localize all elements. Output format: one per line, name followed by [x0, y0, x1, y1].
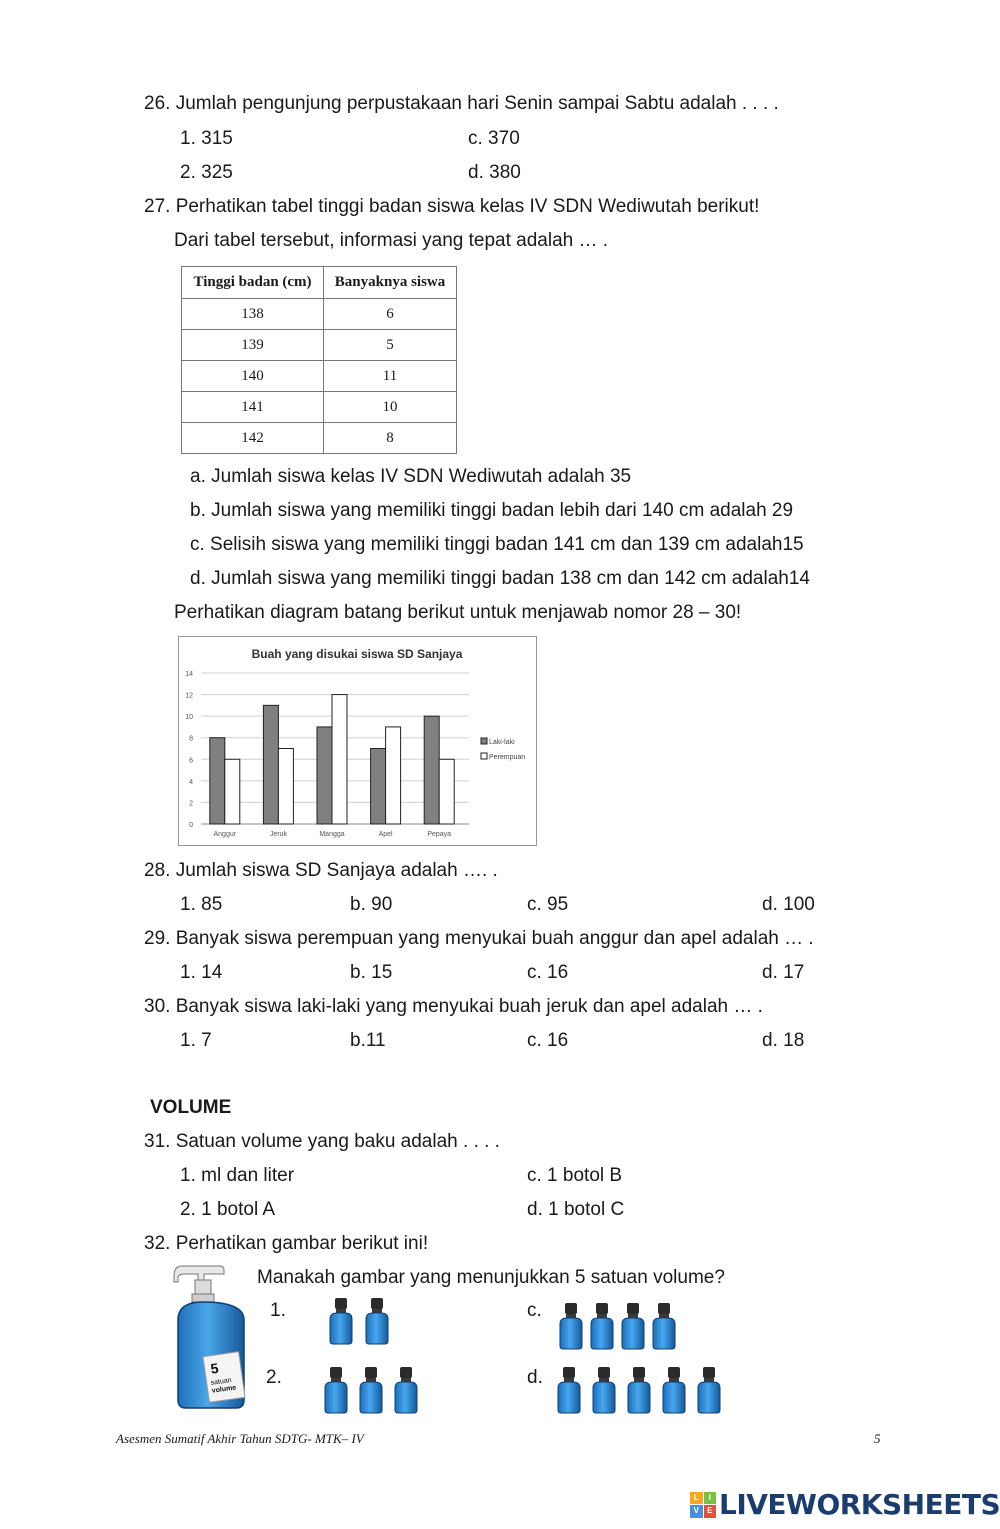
answer-option[interactable]: 1. ml dan liter [180, 1165, 295, 1186]
small-bottle-icon [558, 1302, 584, 1356]
bottle-label-unit: satuan [210, 1377, 233, 1387]
answer-option[interactable]: b. 15 [350, 962, 393, 983]
y-tick-label: 6 [189, 757, 193, 765]
bar-laki-laki-apel [371, 749, 386, 825]
bar-laki-laki-anggur [210, 738, 225, 824]
small-bottle-icon [696, 1366, 722, 1420]
y-tick-label: 14 [185, 671, 193, 678]
bar-chart [178, 636, 537, 846]
answer-option[interactable]: 1. 7 [180, 1030, 212, 1051]
bar-perempuan-pepaya [439, 759, 454, 824]
bar-perempuan-jeruk [278, 749, 293, 825]
image-option-label[interactable]: 2. [266, 1367, 282, 1388]
answer-option[interactable]: d. Jumlah siswa yang memiliki tinggi badan 138 cm dan 142 cm adalah14 [190, 568, 810, 589]
answer-option[interactable]: c. Selisih siswa yang memiliki tinggi badan 141 cm dan 139 cm adalah15 [190, 534, 804, 555]
small-bottle-icon [591, 1366, 617, 1420]
bottle-group-option-c[interactable] [558, 1302, 677, 1356]
section-heading-volume: VOLUME [150, 1097, 232, 1118]
brand-name: LIVEWORKSHEETS [719, 1488, 1000, 1521]
answer-option[interactable]: 1. 85 [180, 894, 223, 915]
chart-intro: Perhatikan diagram batang berikut untuk menjawab nomor 28 – 30! [174, 602, 742, 623]
question-26: 26. Jumlah pengunjung perpustakaan hari Senin sampai Sabtu adalah . . . . [144, 93, 779, 114]
question-32-prompt: Manakah gambar yang menunjukkan 5 satuan volume? [257, 1267, 725, 1288]
question-29: 29. Banyak siswa perempuan yang menyukai buah anggur dan apel adalah … . [144, 928, 814, 949]
answer-option[interactable]: d. 100 [762, 894, 815, 915]
question-28: 28. Jumlah siswa SD Sanjaya adalah …. . [144, 860, 498, 881]
table-row [182, 361, 457, 392]
logo-letter: I [704, 1492, 717, 1505]
liveworksheets-logo-icon [690, 1492, 716, 1518]
table-header-row [182, 267, 457, 299]
logo-letter: E [704, 1505, 717, 1518]
question-31: 31. Satuan volume yang baku adalah . . . . [144, 1131, 500, 1152]
answer-option[interactable]: d. 18 [762, 1030, 805, 1051]
x-tick-label: Jeruk [269, 831, 287, 838]
table-row [182, 330, 457, 361]
bottle-group-option-2[interactable] [323, 1366, 419, 1420]
small-bottle-icon [661, 1366, 687, 1420]
table-cell: 11 [324, 361, 457, 392]
answer-option[interactable]: 2. 1 botol A [180, 1199, 276, 1220]
table-cell: 6 [324, 299, 457, 330]
question-27: 27. Perhatikan tabel tinggi badan siswa kelas IV SDN Wediwutah berikut! [144, 196, 760, 217]
table-header: Tinggi badan (cm) [182, 267, 324, 299]
answer-option[interactable]: c. 95 [527, 894, 569, 915]
logo-letter: V [690, 1505, 703, 1518]
x-tick-label: Anggur [213, 831, 237, 838]
legend-label: Laki-laki [489, 739, 515, 746]
legend-swatch [481, 753, 487, 759]
x-tick-label: Mangga [319, 831, 345, 838]
table-row [182, 392, 457, 423]
chart-title: Buah yang disukai siswa SD Sanjaya [251, 647, 463, 661]
image-option-label[interactable]: 1. [270, 1300, 286, 1321]
question-30: 30. Banyak siswa laki-laki yang menyukai buah jeruk dan apel adalah … . [144, 996, 763, 1017]
answer-option[interactable]: c. 1 botol B [527, 1165, 623, 1186]
legend-swatch [481, 738, 487, 744]
bar-laki-laki-mangga [317, 727, 332, 824]
image-option-label[interactable]: d. [527, 1367, 543, 1388]
bar-perempuan-anggur [225, 759, 240, 824]
table-cell: 8 [324, 423, 457, 454]
bottle-group-option-d[interactable] [556, 1366, 722, 1420]
answer-option[interactable]: d. 17 [762, 962, 805, 983]
y-tick-label: 10 [185, 714, 193, 722]
bar-chart-svg [179, 637, 536, 845]
bottle-label-unit: volume [211, 1384, 237, 1395]
small-bottle-icon [620, 1302, 646, 1356]
table-header: Banyaknya siswa [324, 267, 457, 299]
answer-option[interactable]: 1. 14 [180, 962, 223, 983]
table-cell: 138 [182, 299, 324, 330]
answer-option[interactable]: d. 380 [468, 162, 521, 183]
question-32: 32. Perhatikan gambar berikut ini! [144, 1233, 429, 1254]
image-option-label[interactable]: c. [527, 1300, 542, 1321]
bar-laki-laki-jeruk [263, 705, 278, 824]
answer-option[interactable]: b. 90 [350, 894, 393, 915]
bottle-label-number: 5 [209, 1359, 220, 1377]
pump-bottle-image [170, 1262, 252, 1412]
answer-option[interactable]: d. 1 botol C [527, 1199, 625, 1220]
answer-option[interactable]: c. 370 [468, 128, 520, 149]
answer-option[interactable]: b.11 [350, 1030, 386, 1051]
footer-text: Asesmen Sumatif Akhir Tahun SDTG- MTK– IV [116, 1431, 364, 1446]
answer-option[interactable]: b. Jumlah siswa yang memiliki tinggi badan lebih dari 140 cm adalah 29 [190, 500, 794, 521]
small-bottle-icon [328, 1297, 354, 1351]
question-27-prompt: Dari tabel tersebut, informasi yang tepat adalah … . [174, 230, 609, 251]
bar-perempuan-mangga [332, 695, 347, 824]
bottle-group-option-1[interactable] [328, 1297, 390, 1351]
table-cell: 10 [324, 392, 457, 423]
small-bottle-icon [589, 1302, 615, 1356]
liveworksheets-brand[interactable] [690, 1488, 1000, 1521]
table-cell: 5 [324, 330, 457, 361]
small-bottle-icon [358, 1366, 384, 1420]
x-tick-label: Pepaya [427, 831, 452, 838]
y-tick-label: 12 [185, 692, 193, 700]
small-bottle-icon [626, 1366, 652, 1420]
table-cell: 141 [182, 392, 324, 423]
table-cell: 139 [182, 330, 324, 361]
answer-option[interactable]: c. 16 [527, 1030, 569, 1051]
answer-option[interactable]: c. 16 [527, 962, 569, 983]
legend-label: Perempuan [489, 754, 526, 761]
small-bottle-icon [393, 1366, 419, 1420]
page-number: 5 [874, 1431, 881, 1446]
small-bottle-icon [651, 1302, 677, 1356]
bar-perempuan-apel [386, 727, 401, 824]
chart-legend [481, 738, 525, 761]
table-cell: 142 [182, 423, 324, 454]
y-tick-label: 4 [189, 778, 193, 786]
bar-laki-laki-pepaya [424, 716, 439, 824]
y-tick-label: 2 [189, 800, 193, 808]
y-tick-label: 8 [189, 735, 193, 743]
x-tick-label: Apel [378, 831, 393, 838]
small-bottle-icon [556, 1366, 582, 1420]
small-bottle-icon [323, 1366, 349, 1420]
answer-option[interactable]: 2. 325 [180, 162, 233, 183]
small-bottle-icon [364, 1297, 390, 1351]
logo-letter: L [690, 1492, 703, 1505]
height-table [181, 266, 457, 454]
y-tick-label: 0 [189, 822, 193, 829]
table-cell: 140 [182, 361, 324, 392]
answer-option[interactable]: 1. 315 [180, 128, 233, 149]
answer-option[interactable]: a. Jumlah siswa kelas IV SDN Wediwutah adalah 35 [190, 466, 632, 487]
table-row [182, 299, 457, 330]
table-row [182, 423, 457, 454]
